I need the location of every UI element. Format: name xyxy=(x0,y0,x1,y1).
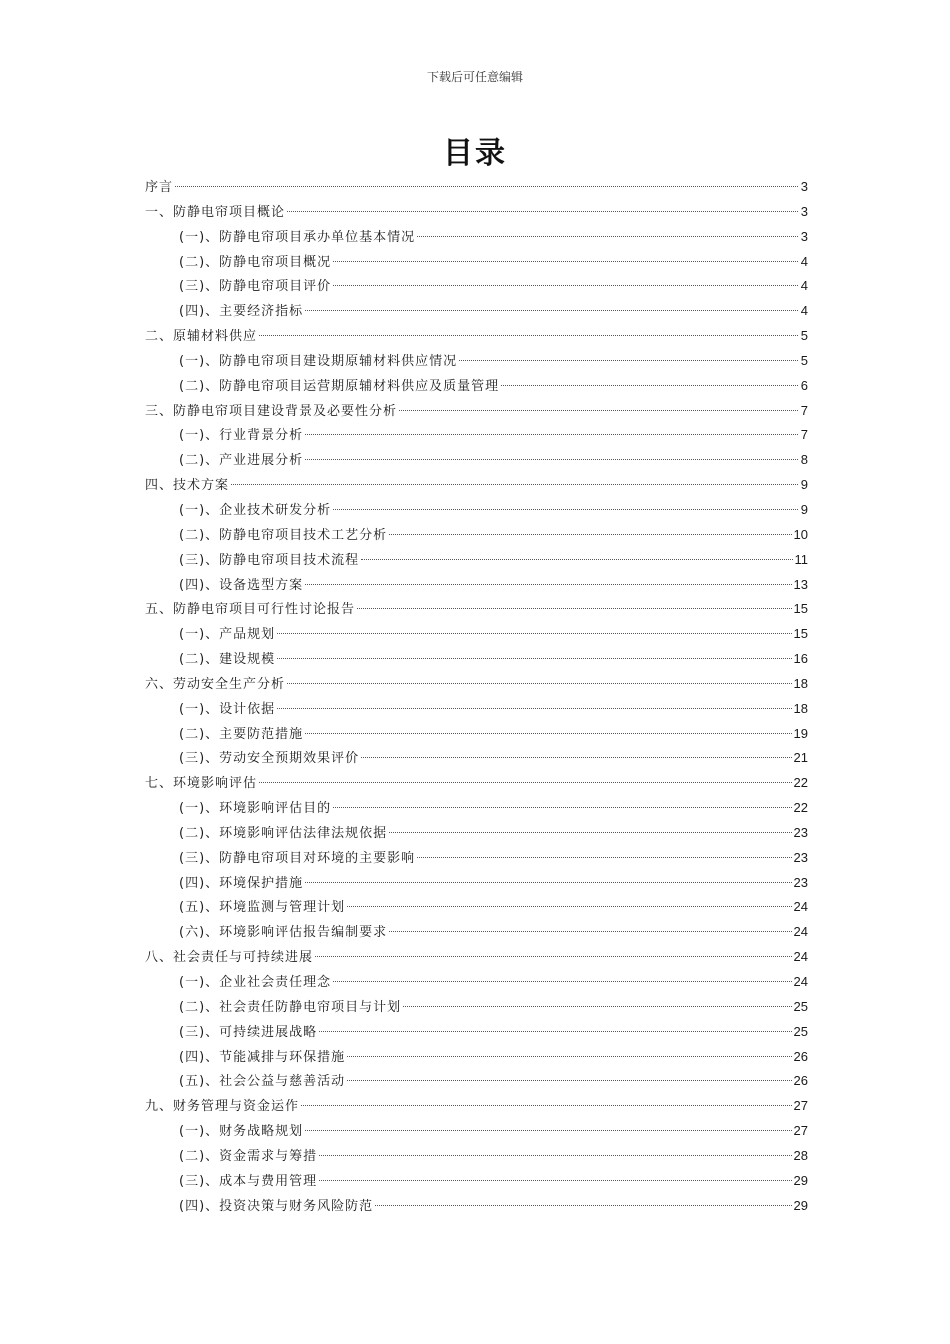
toc-section-entry[interactable] xyxy=(145,573,808,598)
toc-entry-title: (五)、环境监测与管理计划 xyxy=(179,900,346,916)
toc-entry-title: 三、防静电帘项目建设背景及必要性分析 xyxy=(145,403,398,419)
toc-section-entry[interactable] xyxy=(145,697,808,722)
table-of-contents xyxy=(145,175,808,1218)
toc-entry-title: (一)、设计依据 xyxy=(179,701,276,717)
toc-section-entry[interactable] xyxy=(145,1119,808,1144)
toc-entry-title: (四)、节能减排与环保措施 xyxy=(179,1049,346,1065)
toc-dot-leader xyxy=(305,733,791,734)
toc-entry-title: 一、防静电帘项目概论 xyxy=(145,204,286,220)
toc-entry-title: (二)、产业进展分析 xyxy=(179,453,304,469)
toc-chapter-entry[interactable] xyxy=(145,945,808,970)
toc-section-entry[interactable] xyxy=(145,448,808,473)
toc-page-number: 7 xyxy=(800,427,808,443)
toc-entry-title: (三)、防静电帘项目评价 xyxy=(179,279,332,295)
toc-dot-leader xyxy=(315,956,792,957)
toc-dot-leader xyxy=(305,434,798,435)
toc-page-number: 13 xyxy=(793,576,808,592)
toc-entry-title: (六)、环境影响评估报告编制要求 xyxy=(179,925,388,941)
toc-dot-leader xyxy=(277,658,791,659)
toc-section-entry[interactable] xyxy=(145,548,808,573)
toc-dot-leader xyxy=(389,832,791,833)
toc-dot-leader xyxy=(305,882,791,883)
toc-section-entry[interactable] xyxy=(145,970,808,995)
page-header-note: 下载后可任意编辑 xyxy=(426,70,523,84)
toc-page-number: 24 xyxy=(793,949,808,965)
toc-dot-leader xyxy=(305,1130,791,1131)
toc-page-number: 27 xyxy=(793,1123,808,1139)
toc-entry-title: (二)、社会责任防静电帘项目与计划 xyxy=(179,999,402,1015)
toc-chapter-entry[interactable] xyxy=(145,1094,808,1119)
toc-page-number: 4 xyxy=(800,278,808,294)
toc-section-entry[interactable] xyxy=(145,647,808,672)
toc-page-number: 3 xyxy=(800,179,808,194)
toc-entry-title: (一)、行业背景分析 xyxy=(179,428,304,444)
toc-section-entry[interactable] xyxy=(145,1045,808,1070)
toc-page-number: 9 xyxy=(800,501,808,517)
toc-entry-title: 六、劳动安全生产分析 xyxy=(145,676,286,692)
toc-page-number: 25 xyxy=(793,1023,808,1039)
toc-page-number: 24 xyxy=(793,924,808,940)
toc-dot-leader xyxy=(287,211,798,212)
toc-entry-title: (三)、可持续进展战略 xyxy=(179,1024,318,1040)
toc-entry-title: (一)、企业社会责任理念 xyxy=(179,975,332,990)
toc-dot-leader xyxy=(175,186,798,187)
toc-page-number: 18 xyxy=(793,675,808,691)
toc-entry-title: 八、社会责任与可持续进展 xyxy=(145,950,314,966)
toc-section-entry[interactable] xyxy=(145,1020,808,1045)
toc-section-entry[interactable] xyxy=(145,299,808,324)
toc-chapter-entry[interactable] xyxy=(145,473,808,498)
toc-page-number: 23 xyxy=(793,849,808,865)
toc-page-number: 4 xyxy=(800,303,808,319)
toc-page-number: 11 xyxy=(794,551,808,567)
toc-dot-leader xyxy=(399,410,798,411)
toc-chapter-entry[interactable] xyxy=(145,200,808,225)
toc-entry-title: (三)、成本与费用管理 xyxy=(179,1173,318,1189)
toc-page-number: 24 xyxy=(793,899,808,915)
toc-page-number: 5 xyxy=(800,328,808,344)
toc-page-number: 22 xyxy=(793,775,808,791)
toc-section-entry[interactable] xyxy=(145,796,808,821)
toc-entry-title: (一)、防静电帘项目承办单位基本情况 xyxy=(179,229,416,245)
toc-entry-title: (一)、环境影响评估目的 xyxy=(179,801,332,817)
toc-page-number: 27 xyxy=(793,1098,808,1114)
page-title: 目录 xyxy=(443,136,507,171)
toc-section-entry[interactable] xyxy=(145,423,808,448)
toc-dot-leader xyxy=(361,559,792,560)
toc-entry-title: (五)、社会公益与慈善活动 xyxy=(179,1074,346,1090)
toc-page-number: 23 xyxy=(793,824,808,840)
toc-entry-title: (二)、防静电帘项目概况 xyxy=(179,254,332,270)
toc-dot-leader xyxy=(347,1056,791,1057)
toc-page-number: 26 xyxy=(793,1073,808,1089)
toc-dot-leader xyxy=(277,633,791,634)
toc-page-number: 16 xyxy=(793,651,808,667)
toc-chapter-entry[interactable] xyxy=(145,399,808,424)
toc-section-entry[interactable] xyxy=(145,995,808,1020)
toc-dot-leader xyxy=(305,584,791,585)
toc-dot-leader xyxy=(347,1080,791,1081)
toc-entry-title: (二)、主要防范措施 xyxy=(179,726,304,742)
toc-entry-title: (四)、设备选型方案 xyxy=(179,577,304,593)
toc-entry-title: (二)、资金需求与筹措 xyxy=(179,1148,318,1164)
toc-dot-leader xyxy=(287,683,792,684)
toc-entry-title: (三)、防静电帘项目技术流程 xyxy=(179,552,360,568)
toc-page-number: 26 xyxy=(793,1048,808,1064)
toc-dot-leader xyxy=(319,1031,791,1032)
toc-dot-leader xyxy=(333,509,798,510)
toc-entry-title: (四)、投资决策与财务风险防范 xyxy=(179,1198,374,1214)
toc-dot-leader xyxy=(357,608,792,609)
toc-entry-title: (二)、环境影响评估法律法规依据 xyxy=(179,825,388,841)
toc-page-number: 25 xyxy=(793,998,808,1014)
toc-entry-title: 二、原辅材料供应 xyxy=(145,329,258,345)
toc-entry-title: (一)、财务战略规划 xyxy=(179,1124,304,1140)
toc-dot-leader xyxy=(389,534,791,535)
toc-dot-leader xyxy=(305,459,798,460)
toc-dot-leader xyxy=(375,1205,791,1206)
toc-section-entry[interactable] xyxy=(145,871,808,896)
toc-dot-leader xyxy=(347,906,791,907)
toc-dot-leader xyxy=(319,1180,791,1181)
toc-page-number: 10 xyxy=(793,526,808,542)
toc-dot-leader xyxy=(459,360,798,361)
toc-dot-leader xyxy=(417,857,791,858)
toc-section-entry[interactable] xyxy=(145,498,808,523)
toc-entry-title: 序言 xyxy=(145,180,174,195)
toc-page-number: 22 xyxy=(793,800,808,816)
toc-entry-title: (二)、防静电帘项目技术工艺分析 xyxy=(179,527,388,543)
toc-chapter-entry[interactable] xyxy=(145,597,808,622)
toc-section-entry[interactable] xyxy=(145,895,808,920)
toc-entry-title: 七、环境影响评估 xyxy=(145,776,258,792)
toc-page-number: 4 xyxy=(800,253,808,269)
toc-page-number: 29 xyxy=(793,1172,808,1188)
toc-dot-leader xyxy=(403,1006,791,1007)
toc-section-entry[interactable] xyxy=(145,523,808,548)
toc-page-number: 8 xyxy=(800,452,808,468)
toc-page-number: 15 xyxy=(793,626,808,642)
toc-chapter-entry[interactable] xyxy=(145,672,808,697)
toc-section-entry[interactable] xyxy=(145,349,808,374)
toc-dot-leader xyxy=(305,310,798,311)
toc-dot-leader xyxy=(259,335,798,336)
toc-section-entry[interactable] xyxy=(145,746,808,771)
toc-section-entry[interactable] xyxy=(145,821,808,846)
toc-page-number: 9 xyxy=(800,477,808,493)
toc-section-entry[interactable] xyxy=(145,274,808,299)
toc-entry-title: (二)、防静电帘项目运营期原辅材料供应及质量管理 xyxy=(179,378,500,394)
toc-dot-leader xyxy=(333,981,791,982)
toc-dot-leader xyxy=(301,1105,792,1106)
toc-page-number: 5 xyxy=(800,352,808,368)
toc-dot-leader xyxy=(501,385,798,386)
toc-dot-leader xyxy=(277,708,791,709)
toc-page-number: 21 xyxy=(793,750,808,766)
toc-dot-leader xyxy=(417,236,798,237)
toc-page-number: 3 xyxy=(800,228,808,244)
toc-dot-leader xyxy=(333,807,791,808)
toc-section-entry[interactable] xyxy=(145,1194,808,1219)
toc-page-number: 18 xyxy=(793,700,808,716)
toc-page-number: 6 xyxy=(800,377,808,393)
toc-section-entry[interactable] xyxy=(145,1144,808,1169)
toc-section-entry[interactable] xyxy=(145,225,808,250)
toc-section-entry[interactable] xyxy=(145,722,808,747)
toc-entry-title: (四)、主要经济指标 xyxy=(179,304,304,320)
toc-entry-title: (四)、环境保护措施 xyxy=(179,875,304,891)
toc-entry-title: 五、防静电帘项目可行性讨论报告 xyxy=(145,602,356,618)
toc-entry-title: 四、技术方案 xyxy=(145,478,230,494)
toc-section-entry[interactable] xyxy=(145,622,808,647)
toc-section-entry[interactable] xyxy=(145,920,808,945)
toc-page-number: 28 xyxy=(793,1147,808,1163)
toc-dot-leader xyxy=(333,261,798,262)
toc-chapter-entry[interactable] xyxy=(145,771,808,796)
toc-page-number: 23 xyxy=(793,874,808,890)
toc-chapter-entry[interactable] xyxy=(145,175,808,200)
toc-page-number: 19 xyxy=(793,725,808,741)
toc-page-number: 24 xyxy=(793,974,808,989)
toc-entry-title: (三)、防静电帘项目对环境的主要影响 xyxy=(179,850,416,866)
toc-section-entry[interactable] xyxy=(145,250,808,275)
toc-dot-leader xyxy=(361,757,791,758)
toc-dot-leader xyxy=(319,1155,791,1156)
toc-section-entry[interactable] xyxy=(145,374,808,399)
toc-section-entry[interactable] xyxy=(145,1069,808,1094)
toc-dot-leader xyxy=(389,931,791,932)
toc-dot-leader xyxy=(259,782,792,783)
toc-entry-title: (一)、企业技术研发分析 xyxy=(179,502,332,518)
toc-page-number: 3 xyxy=(800,203,808,219)
toc-entry-title: (二)、建设规模 xyxy=(179,652,276,668)
toc-entry-title: (一)、产品规划 xyxy=(179,627,276,643)
toc-dot-leader xyxy=(333,285,798,286)
toc-entry-title: (三)、劳动安全预期效果评价 xyxy=(179,751,360,767)
toc-section-entry[interactable] xyxy=(145,846,808,871)
toc-entry-title: (一)、防静电帘项目建设期原辅材料供应情况 xyxy=(179,353,458,369)
toc-dot-leader xyxy=(231,484,798,485)
toc-page-number: 15 xyxy=(793,601,808,617)
toc-chapter-entry[interactable] xyxy=(145,324,808,349)
toc-page-number: 7 xyxy=(800,402,808,418)
toc-section-entry[interactable] xyxy=(145,1169,808,1194)
toc-page-number: 29 xyxy=(793,1197,808,1213)
toc-entry-title: 九、财务管理与资金运作 xyxy=(145,1099,300,1115)
